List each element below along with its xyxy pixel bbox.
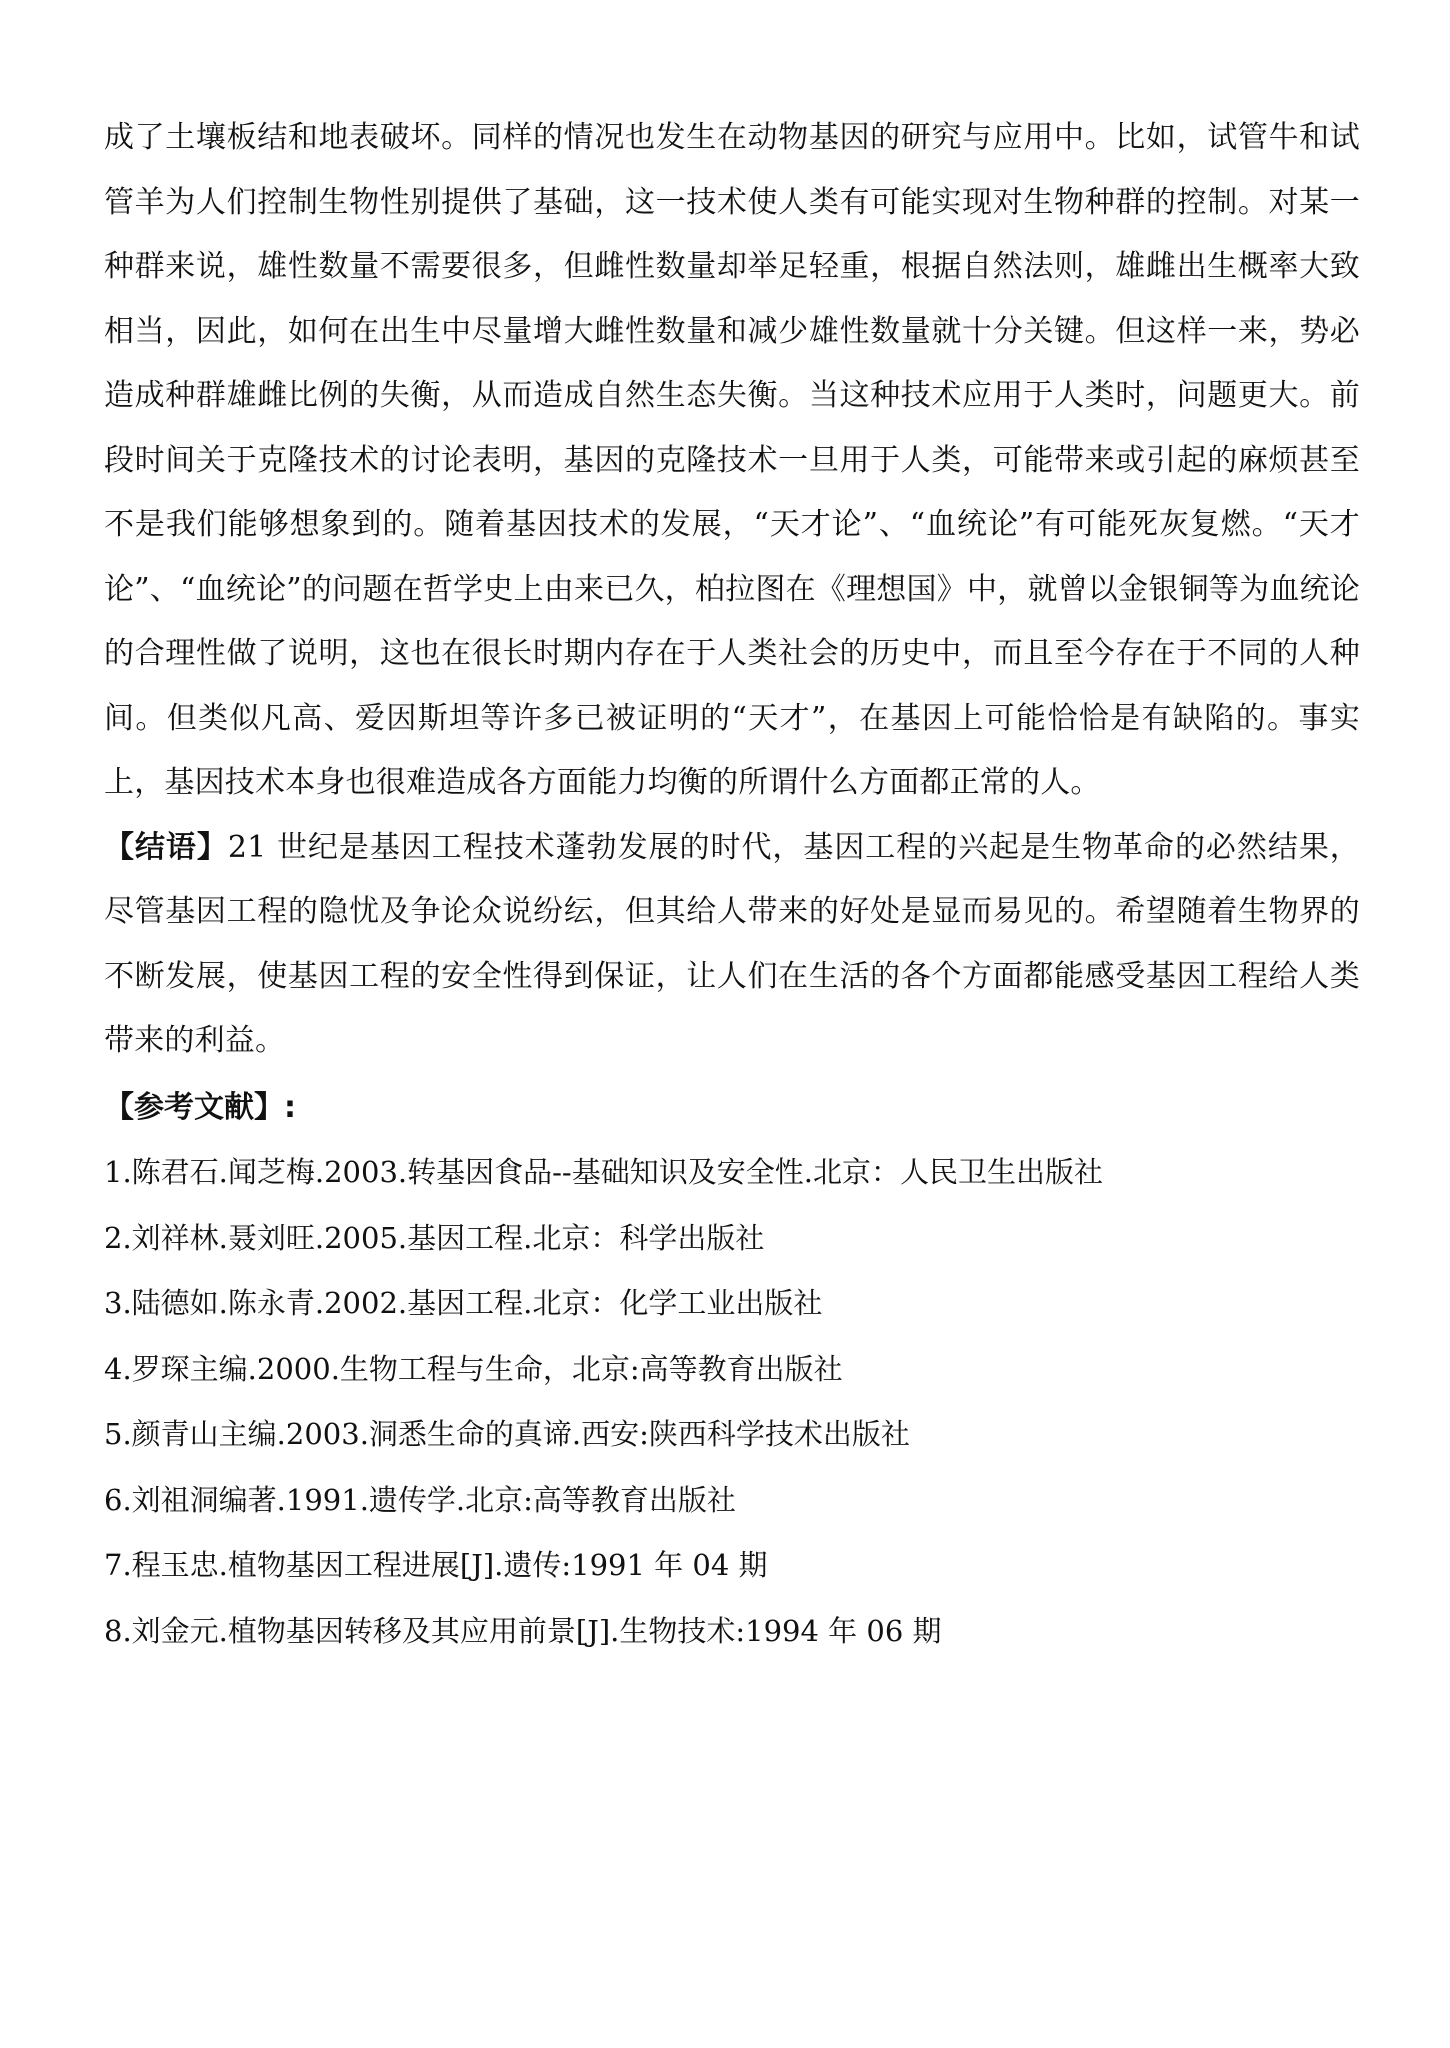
reference-item: 2.刘祥林.聂刘旺.2005.基因工程.北京：科学出版社 xyxy=(104,1220,765,1255)
reference-item: 6.刘祖洞编著.1991.遗传学.北京:高等教育出版社 xyxy=(104,1482,736,1517)
reference-item: 8.刘金元.植物基因转移及其应用前景[J].生物技术:1994 年 06 期 xyxy=(104,1613,942,1648)
body-paragraph: 成了土壤板结和地表破坏。同样的情况也发生在动物基因的研究与应用中。比如，试管牛和试管羊为人们控制生物性别提供了基础，这一技术使人类有可能实现对生物种群的控制。对某一种群来说，雄性数量不需要很多，但雌性数量却举足轻重，根据自然法则，雄雌出生概率大致相当，因此，如何在出生中尽量增大雌性数量和减少雄性数量就十分关键。但这样一来，势必造成种群雄雌比例的失衡，从而造成自然生态失衡。当这种技术应用于人类时，问题更大。前段时间关于克隆技术的讨论表明，基因的克隆技术一旦用于人类，可能带来或引起的麻烦甚至不是我们能够想象到的。随着基因技术的发展，“天才论”、“血统论”有可能死灰复燃。“天才论”、“血统论”的问题在哲学史上由来已久，柏拉图在《理想国》中，就曾以金银铜等为血统论的合理性做了说明，这也在很长时期内存在于人类社会的历史中，而且至今存在于不同的人种间。但类似凡高、爱因斯坦等许多已被证明的“天才”，在基因上可能恰恰是有缺陷的。事实上，基因技术本身也很难造成各方面能力均衡的所谓什么方面都正常的人。 xyxy=(104,120,1360,800)
reference-item: 4.罗琛主编.2000.生物工程与生命，北京:高等教育出版社 xyxy=(104,1351,843,1386)
conclusion-paragraph xyxy=(104,816,1360,1074)
conclusion-text: 21 世纪是基因工程技术蓬勃发展的时代，基因工程的兴起是生物革命的必然结果，尽管基因工程的隐忧及争论众说纷纭，但其给人带来的好处是显而易见的。希望随着生物界的不断发展，使基因工程的安全性得到保证，让人们在生活的各个方面都能感受基因工程给人类带来的利益。 xyxy=(104,829,1360,1058)
reference-item: 7.程玉忠.植物基因工程进展[J].遗传:1991 年 04 期 xyxy=(104,1548,768,1582)
reference-item: 5.颜青山主编.2003.洞悉生命的真谛.西安:陕西科学技术出版社 xyxy=(104,1417,910,1451)
references-heading: 【参考文献】: xyxy=(104,1089,296,1125)
reference-item: 3.陆德如.陈永青.2002.基因工程.北京：化学工业出版社 xyxy=(104,1286,823,1320)
conclusion-heading: 【结语】 xyxy=(104,829,228,865)
reference-item: 1.陈君石.闻芝梅.2003.转基因食品--基础知识及安全性.北京：人民卫生出版社 xyxy=(104,1155,1103,1189)
document-page xyxy=(104,106,1360,1664)
references-list xyxy=(104,1140,1360,1664)
